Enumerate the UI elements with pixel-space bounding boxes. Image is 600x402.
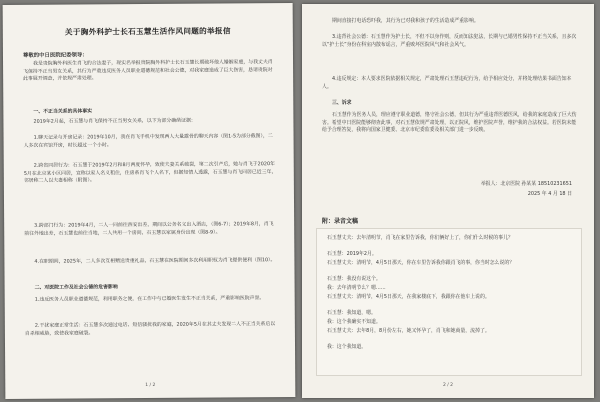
paragraph: 3.跨部门行为：2019年4月，二人一同前往西安出差，期间以公务名义出入酒店，（图6-7）；2019年8月，肖飞前往外地出差，石玉慧也前往当地，二人共用一个房间，石玉慧以家属身份出现（图8-9）。 (24, 221, 274, 237)
transcript-line: 石玉慧：2019年2月。 (327, 251, 377, 257)
document-page-2 (302, 4, 594, 398)
section-heading: 二、对医院工作及社会公德的危害影响 (34, 284, 118, 291)
transcript-line: 石玉慧丈夫：去年8月，8月份左右，她又怀孕了，肖飞和她商量，流掉了。 (327, 328, 490, 334)
transcript-line: 我：去年清明节么？嗯…… (327, 285, 386, 291)
paragraph: 3.违背社会公德：石玉慧作为护士长，不但不以身作则，反而知法犯法，长期与已婚男性保持不正当关系，且多次以“护士长”身份在科室内散布谣言，严重败坏医院风气和社会风气。 (322, 34, 577, 48)
paragraph: 2019年2月起，石玉慧与肖飞保持不正当男女关系，以下为部分确凿证据： (33, 117, 196, 125)
annex-title: 附：录音文稿 (322, 218, 359, 225)
salutation: 尊敬的中日医院纪委领导： (22, 52, 88, 59)
section-heading: 一、不正当关系的具体事实 (33, 108, 93, 115)
page-number: 1 / 2 (145, 382, 156, 389)
transcript-line: 石玉慧丈夫：清明节，4月5日那天，你在车里告诉我你跟肖飞的事，你当时怎么说的？ (327, 260, 515, 266)
transcript-line: 石玉慧：我没有说这个。 (327, 276, 381, 282)
transcript-line: 石玉慧丈夫：去年清明节，肖飞在家里告诉我，你们俩好上了，你们什么时候的事儿？ (327, 235, 513, 241)
section-heading: 三、诉求 (332, 100, 352, 106)
signature-date: 2025 年 4 月 18 日 (527, 191, 572, 197)
paragraph: 4.在职期间，2025年，二人多次互相赠送贵重礼品，石玉慧在医院期间多次利用职权为肖飞提供便利（图10）。 (34, 257, 276, 265)
page-number: 2 / 2 (442, 383, 454, 388)
transcript-box (316, 228, 582, 376)
paragraph: 2.跨省同居行为：石玉慧于2019年2月和8月两度怀孕，致使夫妻关系破裂，第二次引产后，她与肖飞于2020年5月在北京某小区同居，宣称以家人名义租住，住房系肖飞个人名下，但据知情人透露，石玉慧与肖飞同居已近三年，邻居称二人以夫妻相称（附图）。 (23, 161, 277, 185)
transcript-line: 石玉慧：我知道，嗯。 (327, 310, 376, 316)
transcript-line: 我：这个我确实不知道。 (327, 319, 381, 325)
paragraph: 石玉慧作为医务人员，理应遵守职业道德，恪守社会公德，但其行为严重违背医德医风，给我的家庭造成了巨大伤害。希望中日医院能够彻查此事，对石玉慧依规严肃处理，以正院风，维护医院声誉，维护我的合法权益。若医院未能给予合理答复，我将向国家卫健委、北京市纪委监委及相关部门进一步反映。 (322, 112, 577, 134)
paragraph: 1.违反医务人员职业道德规范，利用职务之便，在工作中与已婚医生发生不正当关系，严重影响医院声誉。 (34, 295, 265, 303)
paragraph: 期间直接打电话恐吓我，其行为已对我和孩子的生活造成严重影响。 (332, 18, 479, 24)
signature-line: 举报人：北京医院 孙某某 18510231651 (480, 181, 572, 187)
paragraph: 1.聊天记录与开房记录：2019年10月，我在肖飞手机中发现两人大量露骨的聊天内容（图1-5为部分截图），二人多次在宾馆开房，时长超过一个小时。 (23, 133, 273, 149)
paragraph: 我是贵院胸外科医生肖飞的合法妻子，现实名举报贵院胸外科护士长石玉慧长期破坏他人婚姻家庭，与我丈夫肖飞保持不正当男女关系，其行为严重违反医务人员职业道德规范和社会公德，对我家庭造成了巨大伤害，恳请贵院对此事展开调查，并依规严肃处理。 (23, 59, 273, 83)
transcript-line: 我：这个我知道。 (327, 344, 367, 350)
transcript-line: 石玉慧丈夫：清明节，4月5日那天，在我家楼底下，我跟你在他车上说的。 (327, 294, 490, 300)
paragraph: 4.违反规定：本人要求医院依据相关规定，严肃处理石玉慧违纪行为，给予相应处分，并将处理结果书面告知本人。 (322, 76, 572, 90)
document-page-1 (3, 3, 296, 399)
letter-title: 关于胸外科护士长石玉慧生活作风问题的举报信 (64, 26, 231, 37)
paragraph: 2.干扰家庭正常生活：石玉慧多次通过电话、短信骚扰我的家庭，2020年5月在其丈夫发现二人不正当关系后以自杀相威胁，致使我家庭破裂。 (24, 321, 276, 337)
